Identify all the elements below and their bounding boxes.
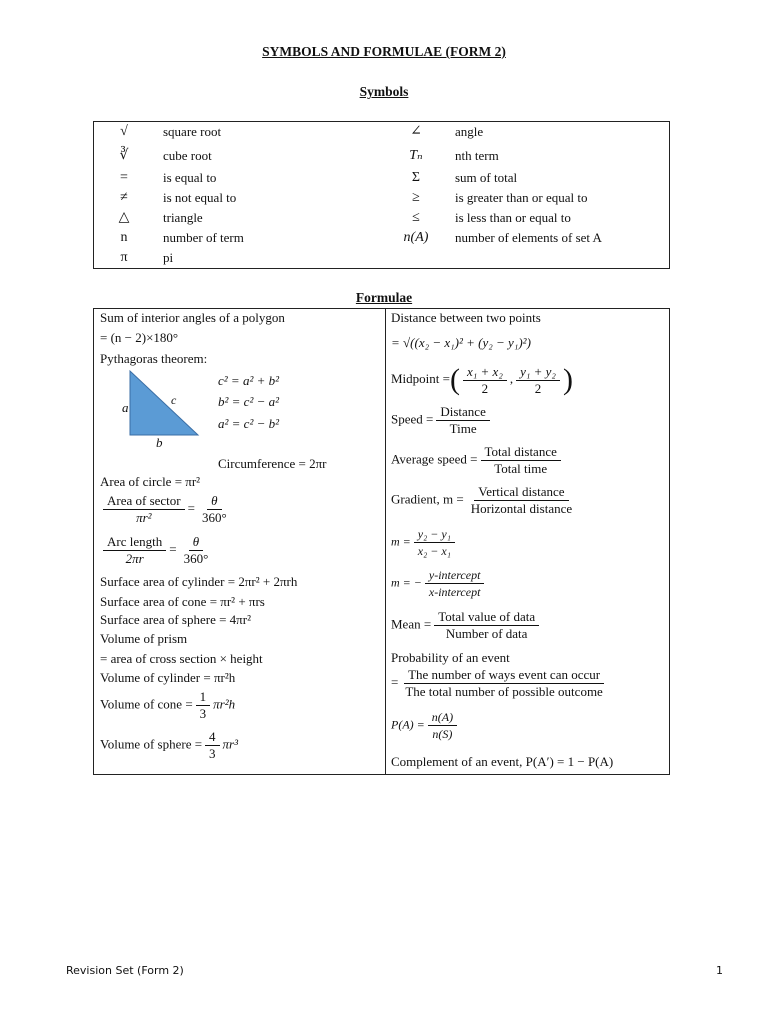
sa-cone: Surface area of cone = πr² + πrs [100, 594, 265, 609]
page-title: SYMBOLS AND FORMULAE (FORM 2) [262, 44, 506, 59]
speed-label: Speed = [391, 411, 434, 427]
symbol-description: square root [163, 124, 222, 139]
formulae-table [93, 308, 670, 775]
sector-formula: $\frac{\text{Area of sector}}{\text{πr²}}$ = $\frac{\theta}{360^\circ}$ [100, 493, 234, 526]
symbol-description: cube root [163, 148, 212, 163]
symbol-description: is not equal to [163, 190, 237, 205]
gradient-formula [391, 484, 579, 517]
avg-speed-formula [391, 444, 564, 477]
mid-x-den: 2 [481, 380, 489, 396]
sa-sphere: Surface area of sphere = 4πr² [100, 612, 251, 627]
probability-formula [391, 667, 610, 700]
pythagoras-3: a² = c² − b² [218, 416, 280, 431]
triangle-side-a: a [122, 400, 129, 415]
vol-cone-rest: πr²h [213, 696, 236, 712]
speed-formula [391, 404, 493, 437]
grad-num: Vertical distance [474, 484, 568, 501]
sector-num: Area of sector [103, 493, 185, 510]
vol-prism-2: = area of cross section × height [100, 651, 263, 666]
midpoint-formula: Midpoint =( $\frac{\text{x₁ + x₂}}{2}$ , $\frac{\text{y₁ + y₂}}{2}$ ) [391, 363, 573, 396]
vol-cone-num: 1 [196, 689, 211, 706]
pa-den: n(S) [432, 727, 453, 741]
symbol-description: is less than or equal to [455, 210, 571, 225]
mean-label: Mean = [391, 616, 432, 632]
mean-num: Total value of data [434, 609, 539, 626]
avg-speed-label: Average speed = [391, 451, 478, 467]
arc-360: 360° [183, 551, 209, 566]
symbol-description: number of elements of set A [455, 230, 602, 245]
vol-sphere-den: 3 [209, 746, 216, 761]
m-formula-1 [391, 526, 458, 559]
arc-theta: θ [189, 534, 203, 551]
symbol-description: pi [163, 250, 174, 265]
m2-den: x-intercept [428, 585, 481, 599]
symbol-glyph: ≤ [412, 210, 420, 225]
symbol-glyph: √ [120, 124, 128, 139]
symbol-glyph: △ [118, 210, 130, 225]
m2-label: m = − [391, 575, 422, 590]
pa-num: n(A) [428, 709, 457, 726]
avg-den: Total time [494, 461, 548, 476]
triangle-side-c: c [171, 393, 177, 407]
symbol-glyph: n [120, 230, 128, 245]
triangle-shape [130, 371, 198, 435]
prob-num: The number of ways event can occur [404, 667, 604, 684]
symbols-heading: Symbols [359, 84, 409, 99]
vol-sphere-label: Volume of sphere = [100, 736, 203, 752]
distance-label: Distance between two points [391, 310, 541, 325]
symbol-description: is equal to [163, 170, 217, 185]
symbol-glyph: ∛ [119, 148, 129, 163]
arc-num: Arc length [103, 534, 166, 551]
symbol-description: angle [455, 124, 484, 139]
symbol-glyph: n(A) [403, 230, 429, 245]
sector-theta: θ [207, 493, 221, 510]
symbol-description: nth term [455, 148, 499, 163]
avg-num: Total distance [481, 444, 561, 461]
symbol-description: triangle [163, 210, 203, 225]
speed-den: Time [449, 421, 477, 436]
mean-den: Number of data [445, 626, 528, 641]
arc-den: 2πr [125, 551, 144, 566]
symbol-glyph: π [120, 250, 128, 265]
vol-sphere-num: 4 [205, 729, 220, 746]
prob-den: The total number of possible outcome [405, 684, 603, 699]
triangle-side-b: b [156, 435, 163, 450]
symbol-glyph: ∠ [410, 124, 422, 139]
grad-den: Horizontal distance [470, 501, 573, 516]
pa-label: P(A) = [391, 717, 425, 732]
pythagoras-2: b² = c² − a² [218, 394, 280, 409]
sector-den: πr² [136, 510, 152, 525]
vol-prism: Volume of prism [100, 631, 188, 646]
m1-num: y₂ − y₁ [414, 526, 455, 543]
m1-label: m = [391, 534, 411, 549]
vol-cone-label: Volume of cone = [100, 696, 193, 712]
formulae-heading: Formulae [355, 290, 413, 305]
polygon-label: Sum of interior angles of a polygon [100, 310, 285, 325]
distance-formula: = √((x₂ − x₁)² + (y₂ − y₁)²) [391, 335, 531, 350]
symbol-glyph: = [120, 170, 128, 185]
pa-formula [391, 709, 460, 742]
vol-cone [100, 689, 235, 722]
pythagoras-1: c² = a² + b² [218, 373, 280, 388]
area-circle: Area of circle = πr² [100, 474, 201, 489]
symbol-description: number of term [163, 230, 244, 245]
polygon-formula: = (n − 2)×180° [100, 330, 179, 345]
vol-sphere-rest: πr³ [222, 736, 239, 752]
mid-y-den: 2 [534, 380, 542, 396]
m2-num: y-intercept [425, 567, 485, 584]
page-number: 1 [716, 964, 723, 977]
symbol-description: sum of total [455, 170, 518, 185]
probability-label: Probability of an event [391, 650, 510, 665]
right-triangle-figure [114, 365, 214, 445]
sa-cylinder: Surface area of cylinder = 2πr² + 2πrh [100, 574, 298, 589]
complement: Complement of an event, P(A′) = 1 − P(A) [391, 754, 614, 769]
pythagoras-label: Pythagoras theorem: [100, 351, 208, 366]
circumference: Circumference = 2πr [218, 456, 327, 471]
symbol-glyph: Σ [411, 170, 421, 185]
mean-formula [391, 609, 542, 642]
vol-cone-den: 3 [199, 706, 207, 721]
symbol-description: is greater than or equal to [455, 190, 588, 205]
symbols-table [93, 121, 670, 269]
speed-num: Distance [436, 404, 489, 421]
mid-x-num: x₁ + x₂ [463, 364, 507, 381]
prob-eq: = [391, 674, 399, 690]
mid-y-num: y₁ + y₂ [516, 364, 560, 381]
arc-formula: $\frac{\text{Arc length}}{2\pi r}$ = $\frac{\theta}{360^\circ}$ [100, 534, 215, 567]
symbol-glyph: Tₙ [409, 148, 423, 163]
vol-sphere [100, 729, 238, 762]
vol-cylinder: Volume of cylinder = πr²h [100, 670, 236, 685]
m1-den: x₂ − x₁ [417, 544, 451, 558]
midpoint-label: Midpoint = [391, 370, 450, 386]
symbol-glyph: ≥ [412, 190, 420, 205]
footer-left: Revision Set (Form 2) [66, 964, 184, 977]
sector-360: 360° [201, 510, 227, 525]
column-divider [385, 309, 386, 774]
gradient-label: Gradient, m = [391, 491, 464, 507]
symbol-glyph: ≠ [120, 190, 128, 205]
m-formula-2 [391, 567, 487, 600]
